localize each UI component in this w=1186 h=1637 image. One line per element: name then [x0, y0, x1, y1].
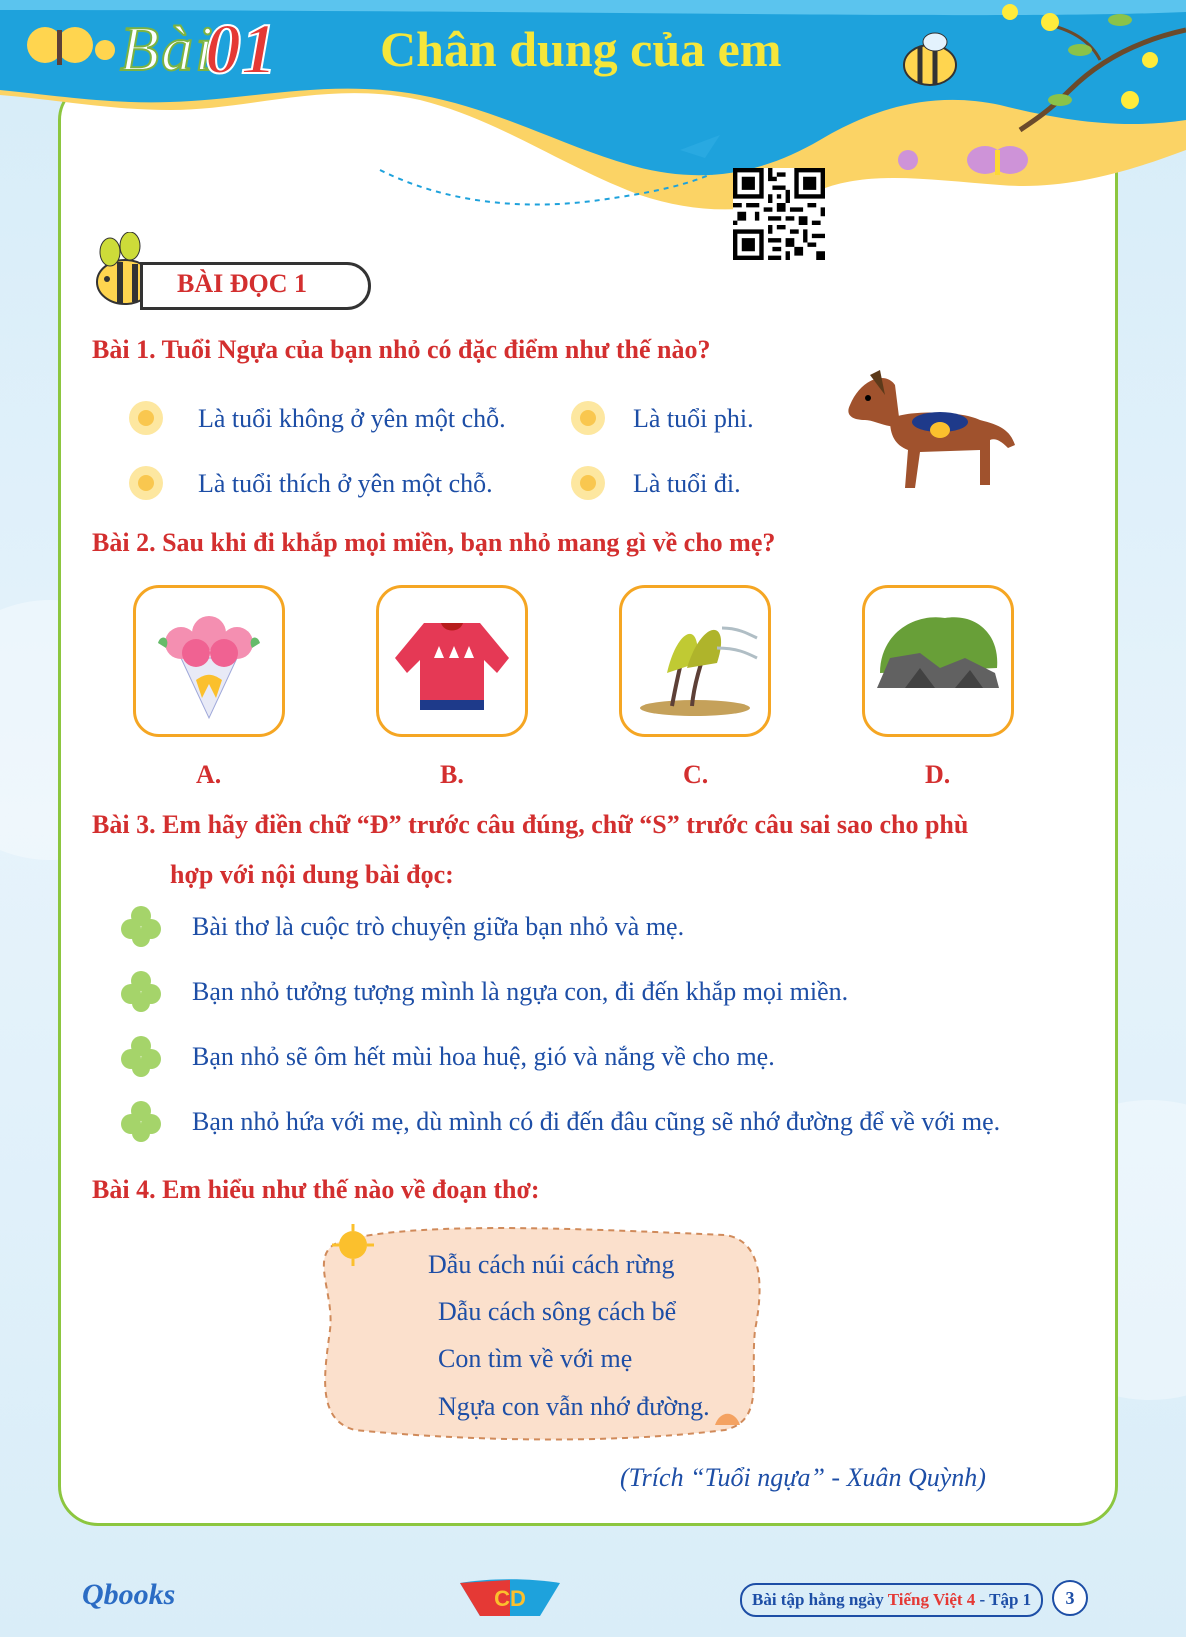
qbooks-logo: Qbooks — [82, 1578, 176, 1611]
question-2: Bài 2. Sau khi đi khắp mọi miền, bạn nhỏ mang gì về cho mẹ? — [92, 528, 776, 557]
q1-option: Là tuổi đi. — [633, 469, 741, 498]
q3-statement: Bài thơ là cuộc trò chuyện giữa bạn nhỏ và mẹ. — [192, 912, 685, 941]
book-title-prefix: Bài tập hằng ngày — [752, 1590, 884, 1609]
qr-code-icon[interactable] — [733, 168, 825, 260]
clover-checkbox-icon[interactable] — [120, 1100, 162, 1142]
windy-trees-icon — [622, 588, 768, 734]
choice-b-image[interactable] — [376, 585, 528, 737]
flower-bullet-icon[interactable] — [570, 465, 606, 501]
clover-checkbox-icon[interactable] — [120, 905, 162, 947]
page-title: Chân dung của em — [380, 21, 782, 77]
rocks-bushes-icon — [865, 588, 1011, 734]
poem-line: Dẫu cách núi cách rừng — [428, 1250, 675, 1279]
q1-option: Là tuổi không ở yên một chỗ. — [198, 404, 506, 433]
section-tag — [140, 262, 371, 310]
flower-bullet-icon[interactable] — [128, 400, 164, 436]
page-number: 3 — [1052, 1580, 1088, 1616]
q3-statement: Bạn nhỏ hứa với mẹ, dù mình có đi đến đâu cũng sẽ nhớ đường để về với mẹ. — [192, 1107, 1001, 1136]
horse-icon — [840, 370, 1020, 500]
choice-a-image[interactable] — [133, 585, 285, 737]
poem-citation: (Trích “Tuổi ngựa” - Xuân Quỳnh) — [620, 1463, 986, 1492]
poem-line: Ngựa con vẫn nhớ đường. — [438, 1392, 710, 1421]
question-3-line2: hợp với nội dung bài đọc: — [170, 860, 454, 889]
choice-letter: D. — [925, 760, 951, 789]
book-title-subject: Tiếng Việt 4 — [887, 1590, 976, 1609]
choice-letter: B. — [440, 760, 464, 789]
question-1: Bài 1. Tuổi Ngựa của bạn nhỏ có đặc điểm như thế nào? — [92, 335, 711, 364]
clover-checkbox-icon[interactable] — [120, 970, 162, 1012]
poem-line: Dẫu cách sông cách bể — [438, 1297, 677, 1326]
flower-bullet-icon[interactable] — [570, 400, 606, 436]
choice-letter: C. — [683, 760, 709, 789]
choice-d-image[interactable] — [862, 585, 1014, 737]
question-4: Bài 4. Em hiểu như thế nào về đoạn thơ: — [92, 1175, 540, 1204]
clover-checkbox-icon[interactable] — [120, 1035, 162, 1077]
q1-option: Là tuổi thích ở yên một chỗ. — [198, 469, 493, 498]
poem-line: Con tìm về với mẹ — [438, 1344, 633, 1373]
question-3: Bài 3. Em hãy điền chữ “Đ” trước câu đúng, chữ “S” trước câu sai sao cho phù — [92, 810, 969, 839]
cd-logo-text: CD — [494, 1586, 526, 1611]
book-title-badge — [740, 1583, 1043, 1617]
cd-logo — [460, 1578, 560, 1618]
flower-bouquet-icon — [136, 588, 282, 734]
book-title-suffix: - Tập 1 — [979, 1590, 1032, 1609]
red-sweater-icon — [379, 588, 525, 734]
q3-statement: Bạn nhỏ tưởng tượng mình là ngựa con, đi đến khắp mọi miền. — [192, 977, 849, 1006]
q3-statement: Bạn nhỏ sẽ ôm hết mùi hoa huệ, gió và nắng về cho mẹ. — [192, 1042, 775, 1071]
flower-bullet-icon[interactable] — [128, 465, 164, 501]
q1-option: Là tuổi phi. — [633, 404, 754, 433]
lesson-label: Bài — [120, 13, 215, 84]
section-tag-label: BÀI ĐỌC 1 — [177, 269, 308, 298]
lesson-number: 01 — [205, 9, 277, 89]
choice-letter: A. — [196, 760, 222, 789]
choice-c-image[interactable] — [619, 585, 771, 737]
